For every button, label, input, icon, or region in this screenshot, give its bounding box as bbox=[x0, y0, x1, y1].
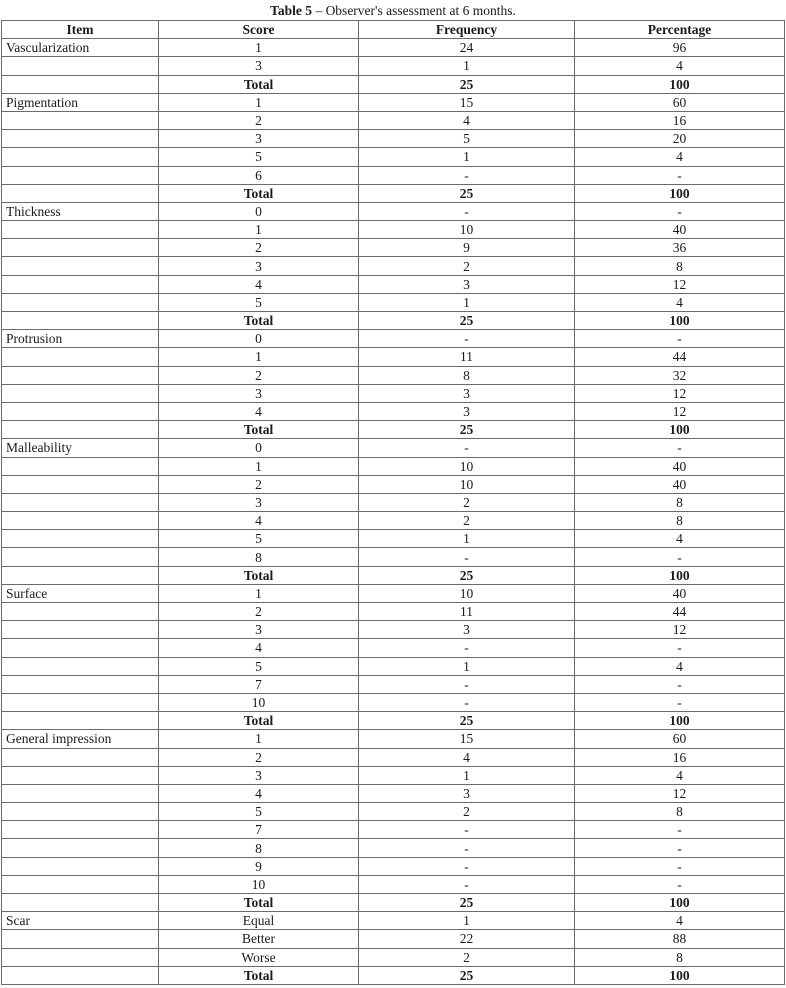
score-cell: 10 bbox=[159, 875, 359, 893]
score-cell: 3 bbox=[159, 766, 359, 784]
item-cell bbox=[2, 966, 159, 984]
percentage-cell: 32 bbox=[575, 366, 785, 384]
frequency-cell: 10 bbox=[359, 221, 575, 239]
item-cell bbox=[2, 566, 159, 584]
score-cell: Better bbox=[159, 930, 359, 948]
table-row bbox=[2, 693, 785, 711]
percentage-cell: - bbox=[575, 875, 785, 893]
table-total-row bbox=[2, 712, 785, 730]
score-cell: 2 bbox=[159, 475, 359, 493]
score-cell: 1 bbox=[159, 730, 359, 748]
table-row bbox=[2, 730, 785, 748]
item-cell bbox=[2, 457, 159, 475]
table-row bbox=[2, 439, 785, 457]
table-total-row bbox=[2, 894, 785, 912]
score-cell: Worse bbox=[159, 948, 359, 966]
percentage-cell: - bbox=[575, 821, 785, 839]
score-cell: 2 bbox=[159, 603, 359, 621]
percentage-cell: - bbox=[575, 675, 785, 693]
score-cell: 0 bbox=[159, 330, 359, 348]
percentage-cell: - bbox=[575, 693, 785, 711]
table-row bbox=[2, 748, 785, 766]
table-row bbox=[2, 948, 785, 966]
frequency-cell: 1 bbox=[359, 912, 575, 930]
item-cell bbox=[2, 384, 159, 402]
score-cell: 0 bbox=[159, 202, 359, 220]
percentage-cell: 8 bbox=[575, 493, 785, 511]
percentage-cell: 100 bbox=[575, 966, 785, 984]
score-cell: 9 bbox=[159, 857, 359, 875]
score-cell: 0 bbox=[159, 439, 359, 457]
frequency-cell: - bbox=[359, 675, 575, 693]
percentage-cell: - bbox=[575, 548, 785, 566]
percentage-cell: 100 bbox=[575, 712, 785, 730]
percentage-cell: 12 bbox=[575, 275, 785, 293]
percentage-cell: 8 bbox=[575, 512, 785, 530]
frequency-cell: 25 bbox=[359, 184, 575, 202]
score-cell: 8 bbox=[159, 548, 359, 566]
percentage-cell: 44 bbox=[575, 348, 785, 366]
frequency-cell: 3 bbox=[359, 384, 575, 402]
table-row bbox=[2, 93, 785, 111]
item-cell bbox=[2, 166, 159, 184]
frequency-cell: 1 bbox=[359, 766, 575, 784]
frequency-cell: 1 bbox=[359, 57, 575, 75]
frequency-cell: - bbox=[359, 875, 575, 893]
percentage-cell: 60 bbox=[575, 730, 785, 748]
score-cell: Total bbox=[159, 421, 359, 439]
score-cell: 3 bbox=[159, 57, 359, 75]
frequency-cell: 2 bbox=[359, 948, 575, 966]
item-cell bbox=[2, 348, 159, 366]
caption-text: Observer's assessment at 6 months. bbox=[325, 3, 516, 18]
score-cell: 7 bbox=[159, 821, 359, 839]
score-cell: Total bbox=[159, 966, 359, 984]
table-row bbox=[2, 384, 785, 402]
score-cell: 5 bbox=[159, 803, 359, 821]
frequency-cell: 1 bbox=[359, 148, 575, 166]
table-row bbox=[2, 239, 785, 257]
item-cell bbox=[2, 748, 159, 766]
percentage-cell: 4 bbox=[575, 530, 785, 548]
frequency-cell: 25 bbox=[359, 75, 575, 93]
frequency-cell: - bbox=[359, 693, 575, 711]
score-cell: 5 bbox=[159, 530, 359, 548]
item-cell bbox=[2, 530, 159, 548]
percentage-cell: 12 bbox=[575, 402, 785, 420]
table-row bbox=[2, 330, 785, 348]
score-cell: 4 bbox=[159, 512, 359, 530]
percentage-cell: 4 bbox=[575, 57, 785, 75]
table-row bbox=[2, 39, 785, 57]
item-cell bbox=[2, 148, 159, 166]
header-percentage: Percentage bbox=[575, 21, 785, 39]
score-cell: 3 bbox=[159, 130, 359, 148]
percentage-cell: - bbox=[575, 839, 785, 857]
score-cell: 5 bbox=[159, 293, 359, 311]
item-cell: Scar bbox=[2, 912, 159, 930]
frequency-cell: 4 bbox=[359, 748, 575, 766]
item-cell: Malleability bbox=[2, 439, 159, 457]
score-cell: 8 bbox=[159, 839, 359, 857]
percentage-cell: 12 bbox=[575, 384, 785, 402]
item-cell bbox=[2, 75, 159, 93]
percentage-cell: - bbox=[575, 439, 785, 457]
score-cell: Equal bbox=[159, 912, 359, 930]
frequency-cell: 25 bbox=[359, 894, 575, 912]
item-cell bbox=[2, 257, 159, 275]
table-row bbox=[2, 221, 785, 239]
item-cell bbox=[2, 766, 159, 784]
header-frequency: Frequency bbox=[359, 21, 575, 39]
caption-separator: – bbox=[312, 3, 326, 18]
percentage-cell: 20 bbox=[575, 130, 785, 148]
item-cell bbox=[2, 221, 159, 239]
frequency-cell: 15 bbox=[359, 93, 575, 111]
item-cell bbox=[2, 875, 159, 893]
percentage-cell: 36 bbox=[575, 239, 785, 257]
score-cell: 4 bbox=[159, 275, 359, 293]
table-row bbox=[2, 621, 785, 639]
frequency-cell: 2 bbox=[359, 512, 575, 530]
item-cell bbox=[2, 366, 159, 384]
score-cell: 4 bbox=[159, 784, 359, 802]
frequency-cell: 2 bbox=[359, 257, 575, 275]
percentage-cell: 44 bbox=[575, 603, 785, 621]
table-row bbox=[2, 57, 785, 75]
score-cell: 3 bbox=[159, 621, 359, 639]
table-total-row bbox=[2, 312, 785, 330]
score-cell: 5 bbox=[159, 148, 359, 166]
table-row bbox=[2, 111, 785, 129]
item-cell bbox=[2, 821, 159, 839]
item-cell bbox=[2, 493, 159, 511]
score-cell: 4 bbox=[159, 402, 359, 420]
score-cell: 2 bbox=[159, 111, 359, 129]
percentage-cell: 60 bbox=[575, 93, 785, 111]
item-cell bbox=[2, 548, 159, 566]
item-cell bbox=[2, 621, 159, 639]
percentage-cell: 8 bbox=[575, 948, 785, 966]
item-cell: Pigmentation bbox=[2, 93, 159, 111]
table-total-row bbox=[2, 566, 785, 584]
score-cell: Total bbox=[159, 566, 359, 584]
item-cell bbox=[2, 948, 159, 966]
table-row bbox=[2, 402, 785, 420]
header-score: Score bbox=[159, 21, 359, 39]
table-row bbox=[2, 257, 785, 275]
frequency-cell: 5 bbox=[359, 130, 575, 148]
score-cell: Total bbox=[159, 712, 359, 730]
score-cell: 3 bbox=[159, 257, 359, 275]
percentage-cell: 4 bbox=[575, 766, 785, 784]
frequency-cell: 25 bbox=[359, 566, 575, 584]
score-cell: 2 bbox=[159, 748, 359, 766]
frequency-cell: - bbox=[359, 166, 575, 184]
score-cell: 2 bbox=[159, 366, 359, 384]
table-row bbox=[2, 493, 785, 511]
frequency-cell: 25 bbox=[359, 312, 575, 330]
table-total-row bbox=[2, 421, 785, 439]
item-cell bbox=[2, 857, 159, 875]
frequency-cell: - bbox=[359, 330, 575, 348]
item-cell bbox=[2, 803, 159, 821]
score-cell: 10 bbox=[159, 693, 359, 711]
item-cell bbox=[2, 312, 159, 330]
table-row bbox=[2, 166, 785, 184]
percentage-cell: 12 bbox=[575, 621, 785, 639]
table-row bbox=[2, 512, 785, 530]
score-cell: 1 bbox=[159, 39, 359, 57]
frequency-cell: 11 bbox=[359, 603, 575, 621]
frequency-cell: 3 bbox=[359, 402, 575, 420]
frequency-cell: 25 bbox=[359, 966, 575, 984]
frequency-cell: 15 bbox=[359, 730, 575, 748]
percentage-cell: 12 bbox=[575, 784, 785, 802]
frequency-cell: 25 bbox=[359, 421, 575, 439]
score-cell: Total bbox=[159, 184, 359, 202]
table-row bbox=[2, 130, 785, 148]
item-cell bbox=[2, 57, 159, 75]
frequency-cell: - bbox=[359, 639, 575, 657]
percentage-cell: 8 bbox=[575, 257, 785, 275]
table-row bbox=[2, 475, 785, 493]
frequency-cell: 10 bbox=[359, 475, 575, 493]
table-row bbox=[2, 912, 785, 930]
frequency-cell: 2 bbox=[359, 803, 575, 821]
table-row bbox=[2, 293, 785, 311]
header-item: Item bbox=[2, 21, 159, 39]
score-cell: 3 bbox=[159, 493, 359, 511]
percentage-cell: 40 bbox=[575, 475, 785, 493]
frequency-cell: - bbox=[359, 857, 575, 875]
percentage-cell: 100 bbox=[575, 566, 785, 584]
frequency-cell: 1 bbox=[359, 530, 575, 548]
frequency-cell: - bbox=[359, 202, 575, 220]
percentage-cell: - bbox=[575, 857, 785, 875]
frequency-cell: 10 bbox=[359, 584, 575, 602]
table-row bbox=[2, 603, 785, 621]
percentage-cell: 40 bbox=[575, 221, 785, 239]
frequency-cell: - bbox=[359, 821, 575, 839]
frequency-cell: 11 bbox=[359, 348, 575, 366]
table-row bbox=[2, 930, 785, 948]
percentage-cell: - bbox=[575, 202, 785, 220]
frequency-cell: 3 bbox=[359, 621, 575, 639]
frequency-cell: 25 bbox=[359, 712, 575, 730]
percentage-cell: 8 bbox=[575, 803, 785, 821]
table-row bbox=[2, 202, 785, 220]
score-cell: 4 bbox=[159, 639, 359, 657]
frequency-cell: 22 bbox=[359, 930, 575, 948]
item-cell bbox=[2, 293, 159, 311]
item-cell bbox=[2, 639, 159, 657]
score-cell: 6 bbox=[159, 166, 359, 184]
frequency-cell: 10 bbox=[359, 457, 575, 475]
frequency-cell: 1 bbox=[359, 293, 575, 311]
table-row bbox=[2, 275, 785, 293]
frequency-cell: 2 bbox=[359, 493, 575, 511]
caption-label: Table 5 bbox=[270, 3, 313, 18]
item-cell: Surface bbox=[2, 584, 159, 602]
item-cell: Protrusion bbox=[2, 330, 159, 348]
item-cell bbox=[2, 111, 159, 129]
score-cell: 3 bbox=[159, 384, 359, 402]
item-cell bbox=[2, 475, 159, 493]
table-total-row bbox=[2, 75, 785, 93]
percentage-cell: 16 bbox=[575, 748, 785, 766]
frequency-cell: - bbox=[359, 839, 575, 857]
percentage-cell: 16 bbox=[575, 111, 785, 129]
item-cell bbox=[2, 784, 159, 802]
percentage-cell: - bbox=[575, 639, 785, 657]
percentage-cell: 4 bbox=[575, 912, 785, 930]
item-cell bbox=[2, 603, 159, 621]
percentage-cell: 4 bbox=[575, 293, 785, 311]
percentage-cell: - bbox=[575, 166, 785, 184]
percentage-cell: 40 bbox=[575, 584, 785, 602]
frequency-cell: - bbox=[359, 439, 575, 457]
item-cell bbox=[2, 675, 159, 693]
item-cell bbox=[2, 239, 159, 257]
item-cell bbox=[2, 712, 159, 730]
score-cell: 1 bbox=[159, 221, 359, 239]
item-cell: Thickness bbox=[2, 202, 159, 220]
table-total-row bbox=[2, 966, 785, 984]
table-row bbox=[2, 803, 785, 821]
item-cell bbox=[2, 184, 159, 202]
percentage-cell: 40 bbox=[575, 457, 785, 475]
table-row bbox=[2, 348, 785, 366]
item-cell bbox=[2, 930, 159, 948]
item-cell bbox=[2, 512, 159, 530]
score-cell: 1 bbox=[159, 457, 359, 475]
item-cell bbox=[2, 693, 159, 711]
percentage-cell: 88 bbox=[575, 930, 785, 948]
table-row bbox=[2, 530, 785, 548]
item-cell bbox=[2, 130, 159, 148]
score-cell: Total bbox=[159, 75, 359, 93]
item-cell bbox=[2, 421, 159, 439]
percentage-cell: 96 bbox=[575, 39, 785, 57]
item-cell bbox=[2, 275, 159, 293]
frequency-cell: 8 bbox=[359, 366, 575, 384]
percentage-cell: 4 bbox=[575, 657, 785, 675]
frequency-cell: 24 bbox=[359, 39, 575, 57]
score-cell: 5 bbox=[159, 657, 359, 675]
percentage-cell: 100 bbox=[575, 75, 785, 93]
item-cell bbox=[2, 839, 159, 857]
table-row bbox=[2, 875, 785, 893]
item-cell bbox=[2, 657, 159, 675]
percentage-cell: 100 bbox=[575, 421, 785, 439]
assessment-table bbox=[1, 20, 785, 985]
header-row bbox=[2, 21, 785, 39]
table-row bbox=[2, 657, 785, 675]
table-row bbox=[2, 584, 785, 602]
item-cell bbox=[2, 402, 159, 420]
table-row bbox=[2, 839, 785, 857]
item-cell bbox=[2, 894, 159, 912]
percentage-cell: 100 bbox=[575, 312, 785, 330]
table-row bbox=[2, 857, 785, 875]
frequency-cell: - bbox=[359, 548, 575, 566]
percentage-cell: - bbox=[575, 330, 785, 348]
score-cell: Total bbox=[159, 894, 359, 912]
score-cell: 1 bbox=[159, 93, 359, 111]
score-cell: 7 bbox=[159, 675, 359, 693]
score-cell: Total bbox=[159, 312, 359, 330]
table-row bbox=[2, 366, 785, 384]
table-row bbox=[2, 821, 785, 839]
item-cell: General impression bbox=[2, 730, 159, 748]
score-cell: 1 bbox=[159, 584, 359, 602]
table-body bbox=[2, 39, 785, 985]
table-row bbox=[2, 457, 785, 475]
table-row bbox=[2, 784, 785, 802]
score-cell: 1 bbox=[159, 348, 359, 366]
percentage-cell: 100 bbox=[575, 894, 785, 912]
item-cell: Vascularization bbox=[2, 39, 159, 57]
frequency-cell: 1 bbox=[359, 657, 575, 675]
frequency-cell: 3 bbox=[359, 784, 575, 802]
table-row bbox=[2, 675, 785, 693]
score-cell: 2 bbox=[159, 239, 359, 257]
table-row bbox=[2, 766, 785, 784]
frequency-cell: 3 bbox=[359, 275, 575, 293]
table-row bbox=[2, 148, 785, 166]
table-row bbox=[2, 548, 785, 566]
table-row bbox=[2, 639, 785, 657]
table-total-row bbox=[2, 184, 785, 202]
percentage-cell: 100 bbox=[575, 184, 785, 202]
frequency-cell: 9 bbox=[359, 239, 575, 257]
percentage-cell: 4 bbox=[575, 148, 785, 166]
frequency-cell: 4 bbox=[359, 111, 575, 129]
table-caption bbox=[0, 2, 786, 20]
